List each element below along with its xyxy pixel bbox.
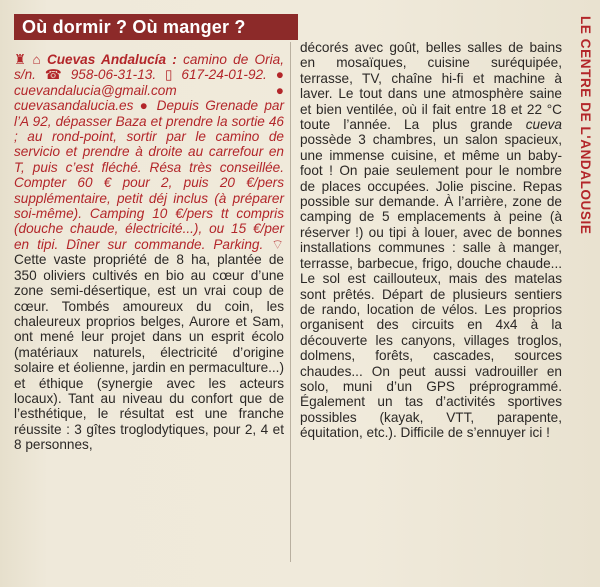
chapter-side-label: LE CENTRE DE L'ANDALOUSIE	[578, 16, 593, 235]
listing-phone: 958-06-31-13.	[61, 67, 157, 83]
column-divider	[290, 42, 291, 562]
listing-description-left: Cette vaste propriété de 8 ha, plantée de 350 oliviers cultivés en bio au cœur d’une zone semi-désertique, est un vrai coup de cœur. Tombés amoureux du coin, les chaleureux proprios belges, Aurore et Sam, ont mené leur projet dans un esprit écolo (matériaux naturels, électricité d’origine solaire et éolienne, jardin en permaculture...) et éthique (synergie avec les acteurs locaux). Tant au niveau du confort que de l’esthétique, le résultat est une franche réussite : 3 gîtes troglodytiques, pour 2, 4 et 8 personnes,	[14, 252, 284, 453]
bullet-icon: ●	[275, 82, 284, 98]
cueva-word: cueva	[525, 117, 562, 133]
listing-description-right-1: décorés avec goût, belles salles de bains en mosaïques, cuisine suréquipée, terrasse, TV, chaîne hi-fi et machine à laver. Le tout dans une atmosphère saine et bien ventilée, où il fait entre 18 et 22 °C toute l’année. La plus grande	[300, 40, 562, 133]
phone-icon: ☎	[44, 67, 62, 83]
bullet-icon: ●	[275, 67, 284, 83]
mobile-icon: ▯	[165, 67, 173, 83]
listing-mobile: 617-24-01-92.	[172, 67, 267, 83]
wifi-icon: ⌔	[271, 236, 284, 252]
listing-email[interactable]: cuevandalucia@gmail.com	[14, 82, 177, 98]
section-heading-text: Où dormir ? Où manger ?	[22, 17, 246, 37]
section-heading	[14, 14, 298, 40]
lodging-icon: ♜	[14, 52, 27, 67]
listing-left-column	[14, 52, 284, 453]
listing-website[interactable]: cuevasandalucia.es	[14, 98, 134, 114]
listing-right-column	[300, 40, 562, 441]
listing-address: camino de Oria, s/n.	[14, 52, 284, 83]
listing-directions: Depuis Grenade par l’A 92, dépasser Baza et prendre la sortie 46 ; au rond-point, sortir par le camino de servicio et prendre à droite au carrefour en T, puis c’est fléché. Résa très conseillée. Compter 60 € pour 2, puis 20 €/pers supplémentaire, petit déj inclus (à préparer soi-même). Camping 10 €/pers tt compris (douche chaude, électricité...), ou 15 €/per en tipi. Dîner sur commande. Parking.	[14, 98, 285, 252]
listing-description-right-2: possède 3 chambres, un salon spacieux, une immense cuisine, et même un baby-foot ! On paie seulement pour le nombre de places occupées. Jolie piscine. Repas possible sur demande. À l’arrière, zone de camping de 5 emplacements à peine (à réserver !) ou tipi à louer, avec de bonnes installations communes : salle à manger, terrasse, barbecue, frigo, douche chaude... Le sol est caillouteux, mais des matelas sont prêtés. Départ de plusieurs sentiers de rando, location de vélos. Les proprios organisent des circuits en 4x4 à la découverte les canyons, villages troglos, dolmens, forêts, cascades, sources chaudes... On peut aussi vadrouiller en solo, muni d’un GPS préprogrammé. Également un tas d’activités sportives possibles (kayak, VTT, parapente, équitation, etc.). Difficile de s’ennuyer ici !	[300, 132, 562, 441]
bullet-icon: ●	[139, 98, 151, 114]
listing-name: Cuevas Andalucía :	[46, 52, 177, 67]
house-icon: ⌂	[32, 52, 41, 67]
